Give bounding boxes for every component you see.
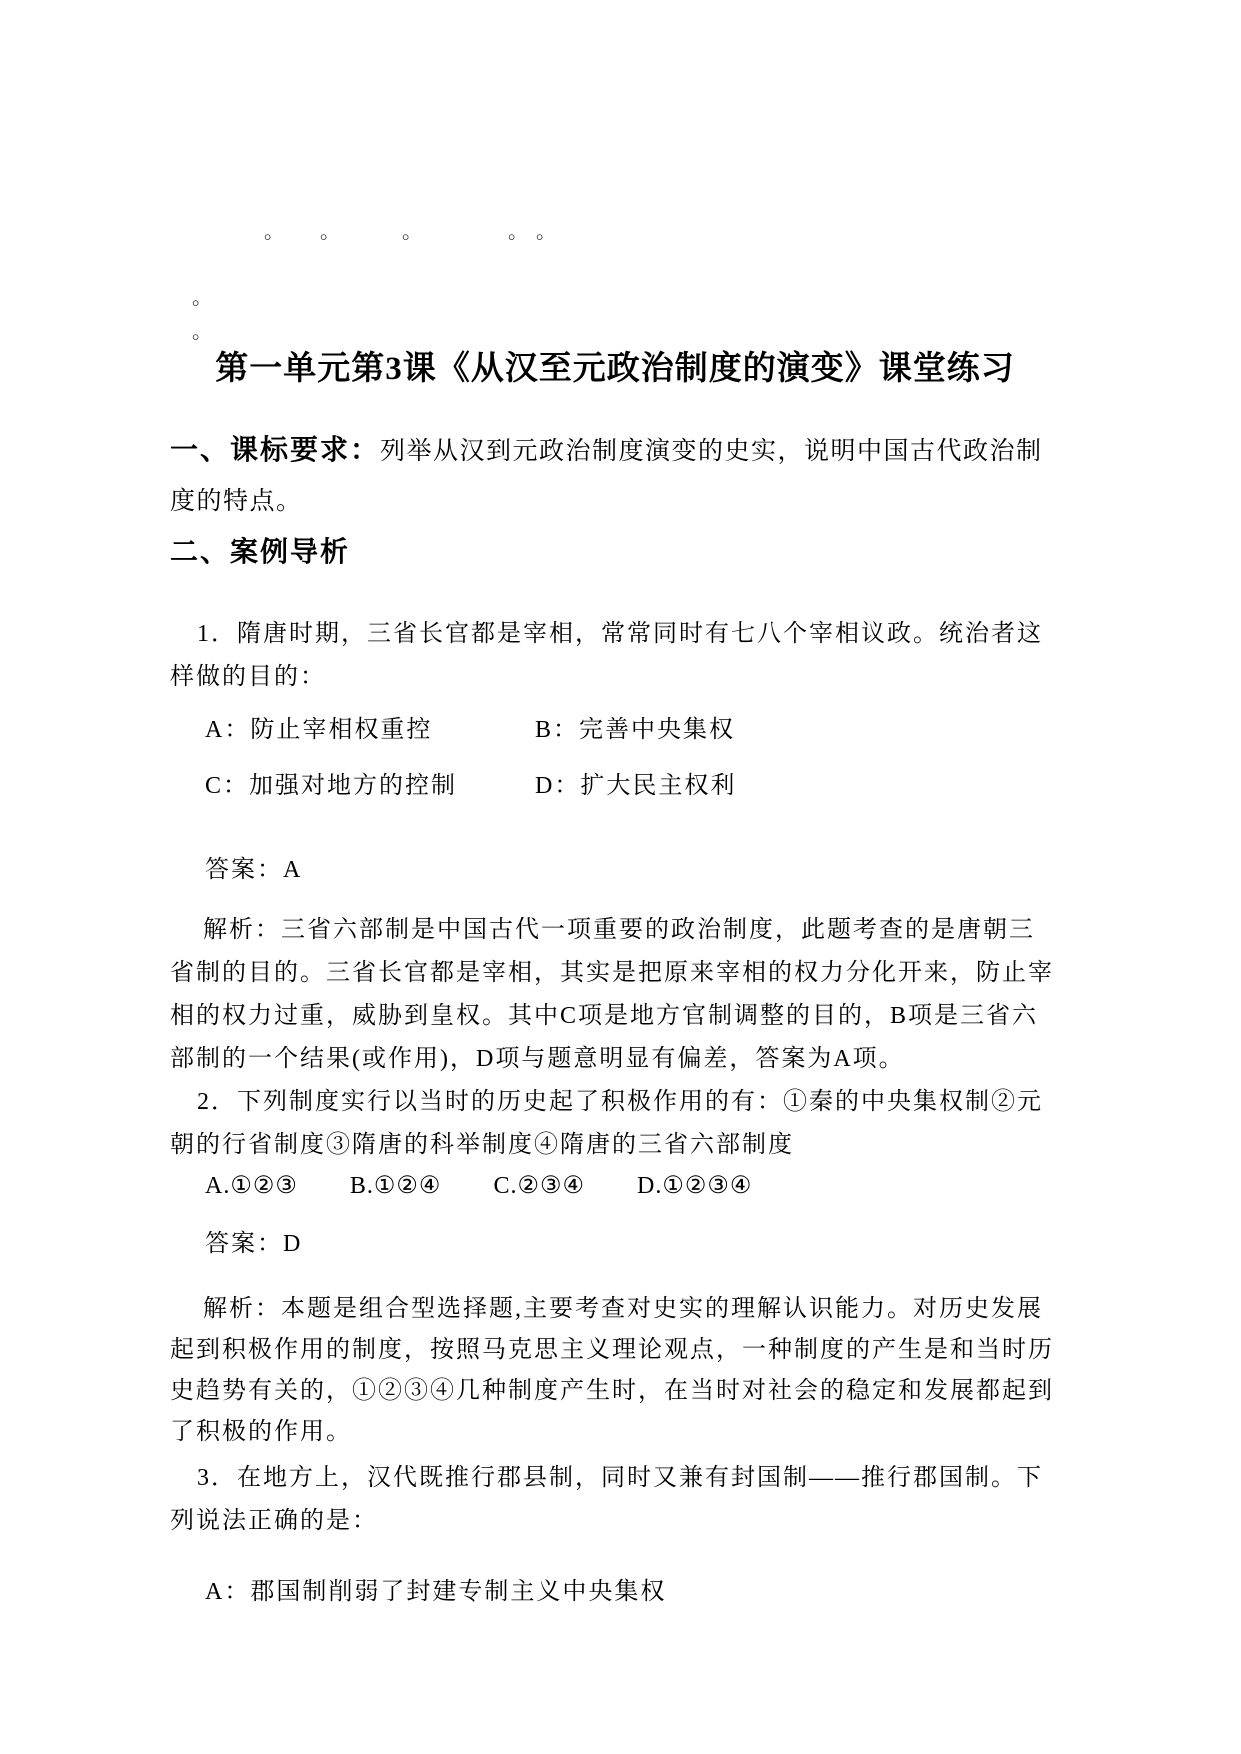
question-1-option-d: D：扩大民主权利 bbox=[535, 773, 737, 799]
stray-circle-mark: 。 bbox=[192, 321, 212, 343]
course-standard-text: 列举从汉到元政治制度演变的史实，说明中国古代政治制度的特点。 bbox=[170, 438, 1043, 515]
question-1-options-row-1 bbox=[170, 715, 1060, 745]
question-3-option-a: A：郡国制削弱了封建专制主义中央集权 bbox=[205, 1579, 667, 1605]
question-1-stem: 1．隋唐时期，三省长官都是宰相，常常同时有七八个宰相议政。统治者这样做的目的： bbox=[170, 621, 1043, 690]
stray-circle-mark: 。 bbox=[320, 221, 340, 243]
question-1-answer: 答案：A bbox=[205, 857, 303, 883]
question-1-analysis: 解析：三省六部制是中国古代一项重要的政治制度，此题考查的是唐朝三省制的目的。三省长官都是宰相，其实是把原来宰相的权力分化开来，防止宰相的权力过重，威胁到皇权。其中C项是地方官制调整的目的，B项是三省六部制的一个结果(或作用)，D项与题意明显有偏差，答案为A项。 bbox=[170, 917, 1054, 1072]
page-title: 第一单元第3课《从汉至元政治制度的演变》课堂练习 bbox=[215, 351, 1015, 387]
stray-circle-mark: 。 bbox=[508, 221, 528, 243]
stray-circle-mark: 。 bbox=[536, 221, 556, 243]
stray-circle-mark: 。 bbox=[264, 221, 284, 243]
question-2-stem: 2．下列制度实行以当时的历史起了积极作用的有：①秦的中央集权制②元朝的行省制度③隋唐的科举制度④隋唐的三省六部制度 bbox=[170, 1089, 1043, 1158]
question-2-answer: 答案：D bbox=[205, 1231, 303, 1257]
question-2-analysis: 解析：本题是组合型选择题,主要考查对史实的理解认识能力。对历史发展起到积极作用的制度，按照马克思主义理论观点，一种制度的产生是和当时历史趋势有关的，①②③④几种制度产生时，在当时对社会的稳定和发展都起到了积极的作用。 bbox=[170, 1296, 1054, 1445]
stray-circle-mark: 。 bbox=[192, 287, 212, 309]
question-2-option-c: C.②③④ bbox=[493, 1173, 586, 1199]
stray-circle-mark: 。 bbox=[402, 221, 422, 243]
question-2-option-d: D.①②③④ bbox=[637, 1173, 753, 1199]
question-3-stem: 3．在地方上，汉代既推行郡县制，同时又兼有封国制——推行郡国制。下列说法正确的是： bbox=[170, 1465, 1043, 1534]
question-2-option-a: A.①②③ bbox=[205, 1173, 298, 1199]
section-1-heading: 一、课标要求： bbox=[170, 435, 381, 466]
question-1-options-row-2 bbox=[170, 771, 1060, 801]
question-2-option-b: B.①②④ bbox=[349, 1173, 442, 1199]
question-1-option-c: C：加强对地方的控制 bbox=[205, 773, 458, 799]
document-content bbox=[170, 0, 1060, 1607]
section-course-standard bbox=[170, 426, 1060, 527]
question-2-options-row bbox=[170, 1171, 1060, 1201]
section-2-heading: 二、案例导析 bbox=[170, 537, 351, 568]
question-1-option-a: A：防止宰相权重控 bbox=[205, 717, 433, 743]
question-1-option-b: B：完善中央集权 bbox=[535, 717, 736, 743]
